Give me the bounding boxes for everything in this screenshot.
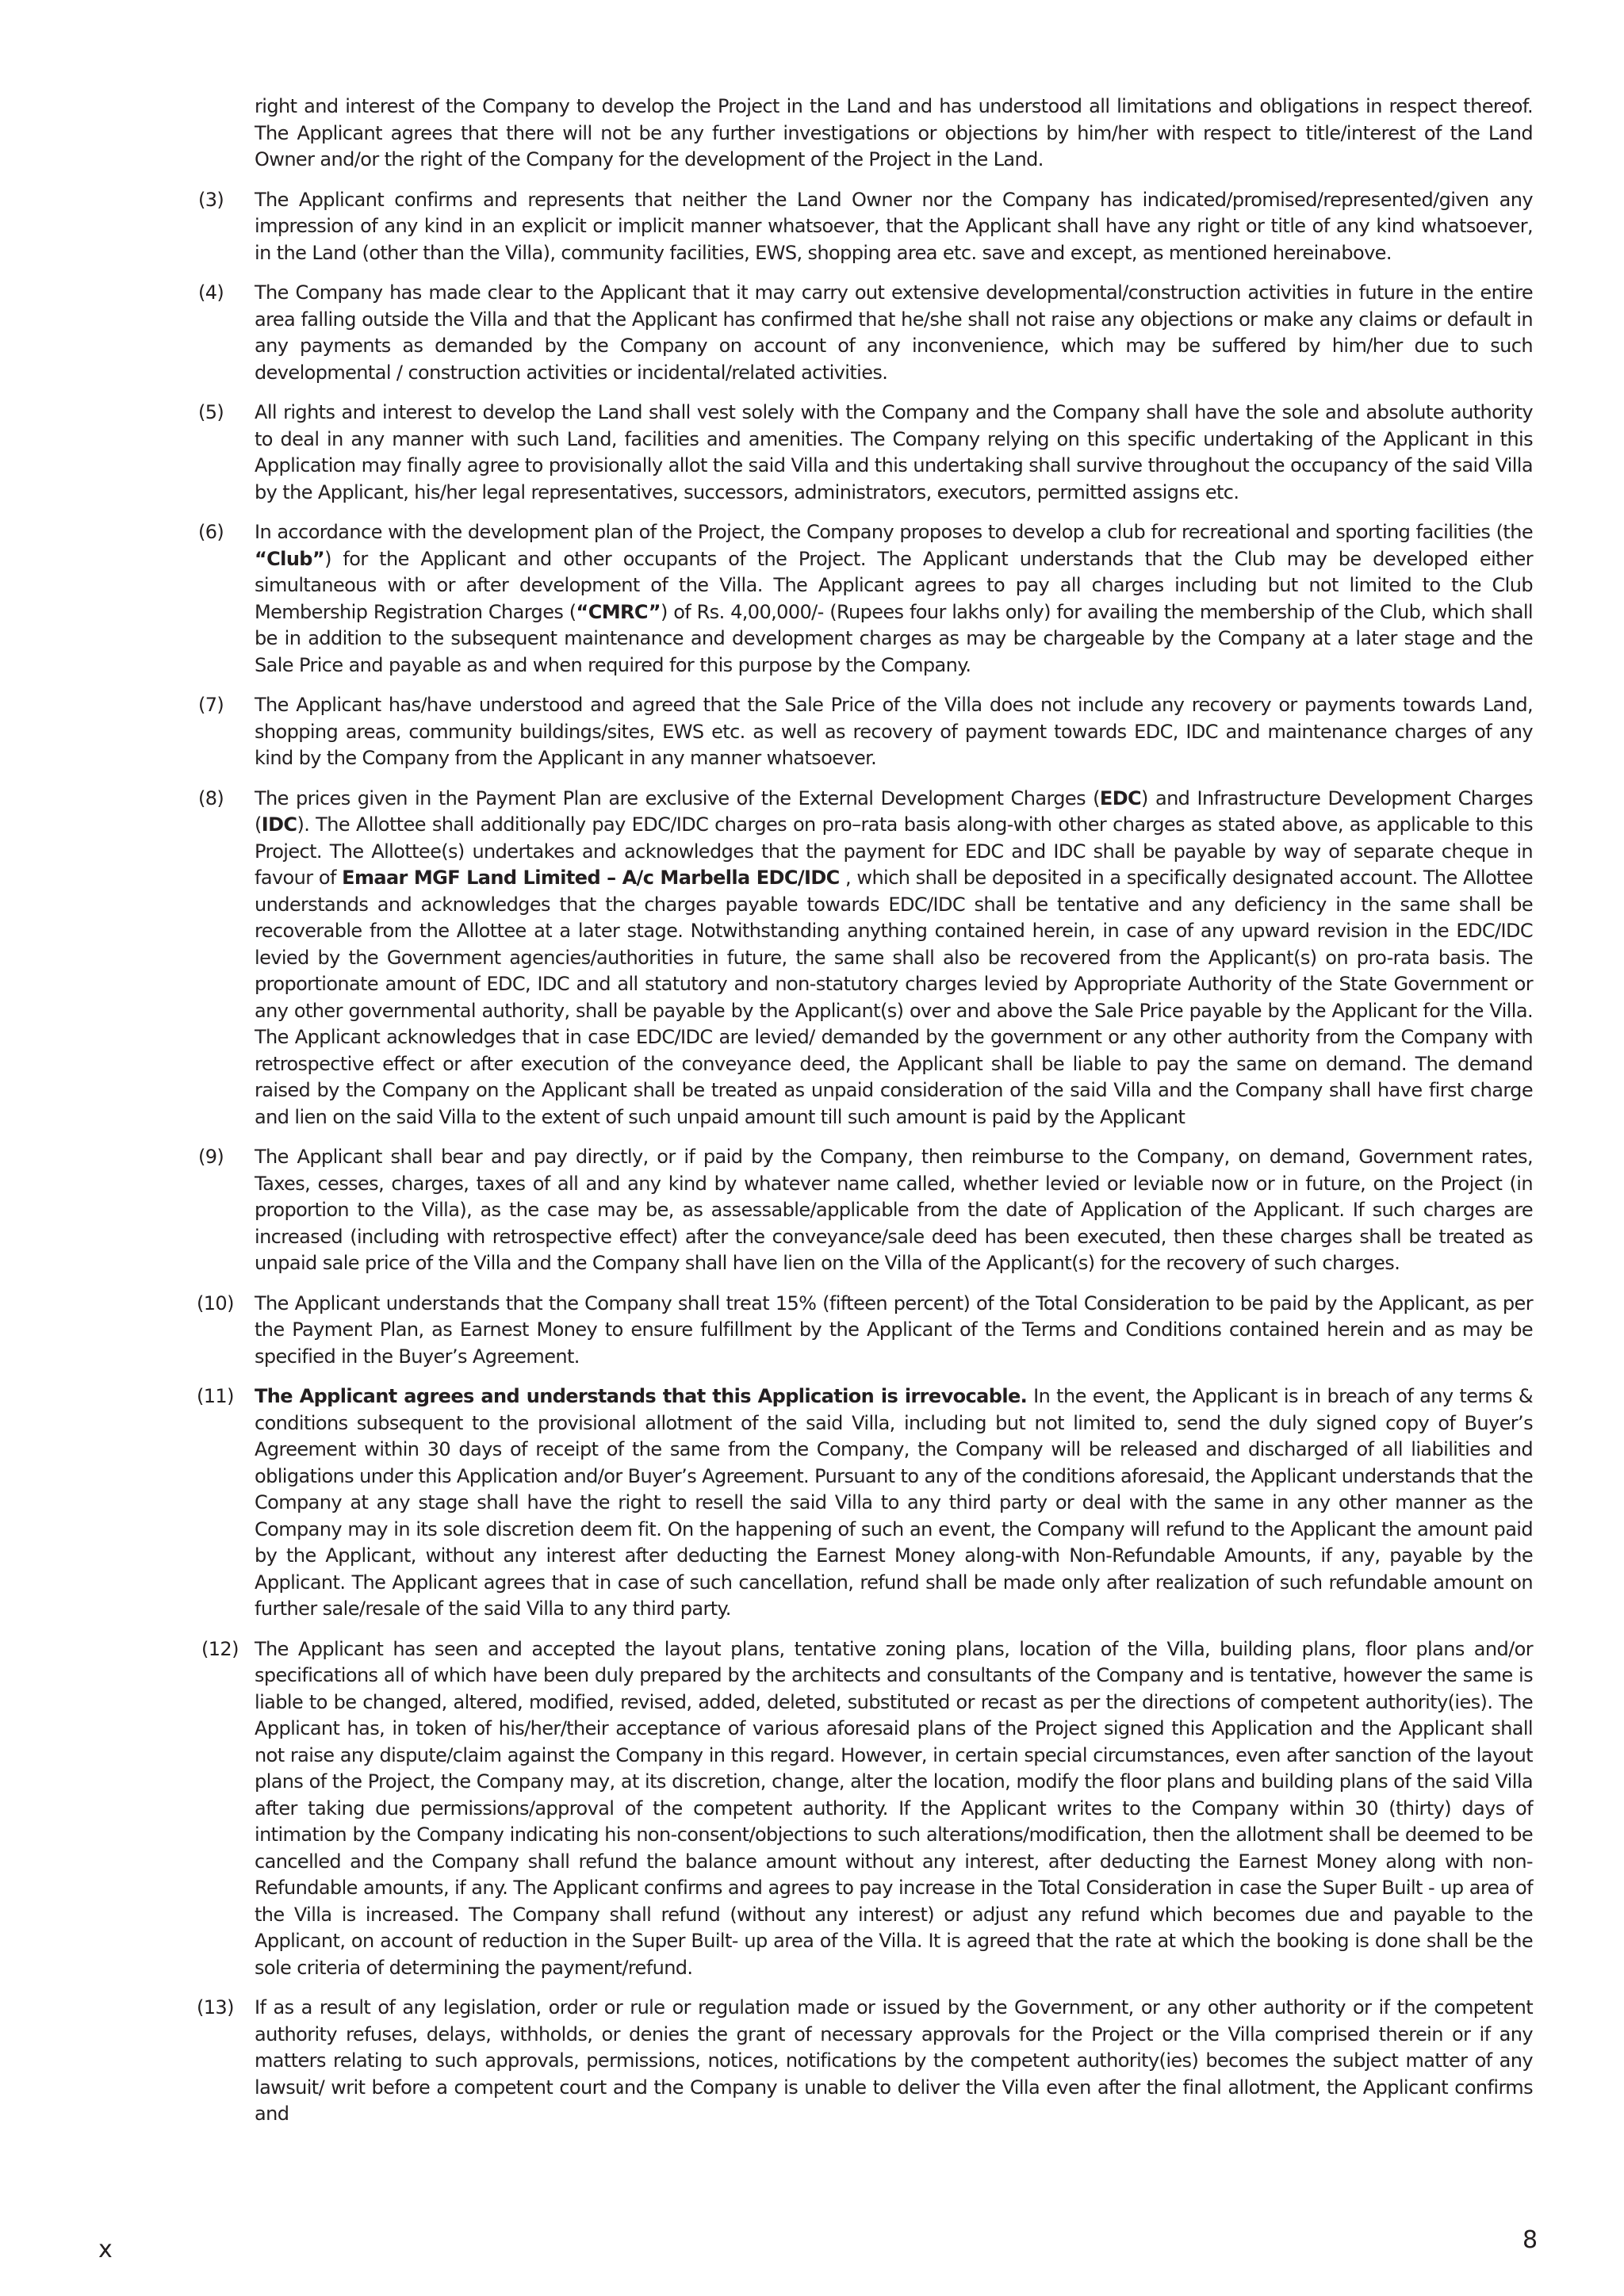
clause-number: (9) (198, 1146, 224, 1168)
payee-name: Emaar MGF Land Limited – A/c Marbella EDC/IDC (342, 867, 840, 889)
clause-text: The Applicant has seen and accepted the layout plans, tentative zoning plans, location of the Villa, building plans, floor plans and/or specifications all of which have been duly prepared by the architects and consultants of the Company and is tentative, however the same is liable to be changed, altered, modified, revised, added, deleted, substituted or recast as per the directions of competent authority(ies). The Applicant has, in token of his/her/their acceptance of various aforesaid plans of the Project signed this Application and the Applicant shall not raise any dispute/claim against the Company in this regard. However, in certain special circumstances, even after sanction of the layout plans of the Project, the Company may, at its discretion, change, alter the location, modify the floor plans and building plans of the said Villa after taking due permissions/approval of the competent authority. If the Applicant writes to the Company within 30 (thirty) days of intimation by the Company indicating his non-consent/objections to such alterations/modification, then the allotment shall be deemed to be cancelled and the Company shall refund the balance amount without any interest, after deducting the Earnest Money along with non-Refundable amounts, if any. The Applicant confirms and agrees to pay increase in the Total Consideration in case the Super Built - up area of the Villa is increased. The Company shall refund (without any interest) or adjust any refund which becomes due and payable to the Applicant, on account of reduction in the Super Built- up area of the Villa. It is agreed that the rate at which the booking is done shall be the sole criteria of determining the payment/refund. (255, 1637, 1533, 1979)
clause-text: The Applicant shall bear and pay directly, or if paid by the Company, then reimburse to the Company, on demand, Government rates, Taxes, cesses, charges, taxes of all and any kind by whatever name called, whether levied or leviable now or in future, on the Project (in proportion to the Villa), as the case may be, as assessable/applicable from the date of Application of the Applicant. If such charges are increased (including with retrospective effect) after the conveyance/sale deed has been executed, then these charges shall be treated as unpaid sale price of the Villa and the Company shall have lien on the Villa of the Applicant(s) for the recovery of such charges. (255, 1146, 1533, 1274)
document-body (0, 94, 1624, 2141)
clause-number: (6) (198, 521, 224, 543)
clause-number: (8) (198, 786, 224, 809)
defined-term-cmrc: “CMRC” (576, 600, 661, 623)
clause-number: (11) (197, 1385, 234, 1407)
clause-text (255, 519, 1533, 679)
clause-text-part: ) for the Applicant and other occupants of the Project. The Applicant understands that the Club may be developed either simultaneous with or after development of the Villa. The Applicant agrees to pay all charges including but not limited to the Club Membership Registration Charges ( (255, 547, 1533, 623)
paragraph-text: right and interest of the Company to develop the Project in the Land and has understood all limitations and obligations in respect thereof. The Applicant agrees that there will not be any further investigations or objections by him/her with respect to title/interest of the Land Owner and/or the right of the Company for the development of the Project in the Land. (255, 95, 1533, 170)
clause-number: (12) (201, 1637, 239, 1660)
clause-number: (3) (198, 188, 224, 211)
defined-term-idc: IDC (261, 813, 297, 836)
defined-term-club: “Club” (255, 547, 325, 570)
page-number: 8 (1522, 2226, 1538, 2254)
footer-mark: x (98, 2236, 113, 2263)
clause-7 (0, 692, 1624, 772)
clause-11 (0, 1383, 1624, 1623)
clause-text: The Applicant confirms and represents that neither the Land Owner nor the Company has indicated/promised/represented/given any impression of any kind in an explicit or implicit manner whatsoever, that the Applicant shall have any right or title of any kind whatsoever, in the Land (other than the Villa), community facilities, EWS, shopping area etc. save and except, as mentioned hereinabove. (255, 188, 1533, 264)
clause-text (255, 786, 1533, 1131)
clause-number: (10) (197, 1292, 234, 1314)
clause-13 (0, 1995, 1624, 2128)
clause-text: All rights and interest to develop the Land shall vest solely with the Company and the Company shall have the sole and absolute authority to deal in any manner with such Land, facilities and amenities. The Company relying on this specific undertaking of the Applicant in this Application may finally agree to provisionally allot the said Villa and this undertaking shall survive throughout the occupancy of the said Villa by the Applicant, his/her legal representatives, successors, administrators, executors, permitted assigns etc. (255, 401, 1533, 503)
clause-3 (0, 187, 1624, 267)
clause-number: (7) (198, 694, 224, 716)
clause-text: The Applicant has/have understood and agreed that the Sale Price of the Villa does not include any recovery or payments towards Land, shopping areas, community buildings/sites, EWS etc. as well as recovery of payment towards EDC, IDC and maintenance charges of any kind by the Company from the Applicant in any manner whatsoever. (255, 694, 1533, 769)
clause-4 (0, 280, 1624, 386)
clause-text-part: , which shall be deposited in a specifically designated account. The Allottee understands and acknowledges that the charges payable towards EDC/IDC shall be tentative and any deficiency in the same shall be recoverable from the Allottee at a later stage. Notwithstanding anything contained herein, in case of any upward revision in the EDC/IDC levied by the Government agencies/authorities in future, the same shall also be recovered from the Applicant(s) on pro-rata basis. The proportionate amount of EDC, IDC and all statutory and non-statutory charges levied by Appropriate Authority of the State Government or any other governmental authority, shall be payable by the Applicant(s) over and above the Sale Price payable by the Applicant for the Villa. The Applicant acknowledges that in case EDC/IDC are levied/ demanded by the government or any other authority from the Company with retrospective effect or after execution of the conveyance deed, the Applicant shall be liable to pay the same on demand. The demand raised by the Company on the Applicant shall be treated as unpaid consideration of the said Villa and the Company shall have first charge and lien on the said Villa to the extent of such unpaid amount till such amount is paid by the Applicant (255, 867, 1533, 1128)
clause-text-part: ) of Rs. 4,00,000/- (Rupees four lakhs only) for availing the membership of the Club, which shall be in addition to the subsequent maintenance and development charges as may be chargeable by the Company at a later stage and the Sale Price and payable as and when required for this purpose by the Company. (255, 600, 1533, 676)
clause-10 (0, 1291, 1624, 1371)
clause-12 (0, 1636, 1624, 1982)
continued-paragraph (0, 94, 1624, 174)
clause-number: (13) (197, 1996, 234, 2019)
clause-8 (0, 786, 1624, 1131)
clause-text-part: In accordance with the development plan of the Project, the Company proposes to develop a club for recreational and sporting facilities (the (255, 521, 1533, 543)
clause-6 (0, 519, 1624, 679)
clause-number: (5) (198, 401, 224, 423)
clause-9 (0, 1144, 1624, 1277)
irrevocable-statement: The Applicant agrees and understands that this Application is irrevocable. (255, 1385, 1028, 1407)
clause-text: The Company has made clear to the Applicant that it may carry out extensive developmental/construction activities in future in the entire area falling outside the Villa and that the Applicant has confirmed that he/she shall not raise any objections or make any claims or default in any payments as demanded by the Company on account of any inconvenience, which may be suffered by him/her due to such developmental / construction activities or incidental/related activities. (255, 281, 1533, 384)
clause-text: The Applicant understands that the Company shall treat 15% (fifteen percent) of the Total Consideration to be paid by the Applicant, as per the Payment Plan, as Earnest Money to ensure fulfillment by the Applicant of the Terms and Conditions contained herein and as may be specified in the Buyer’s Agreement. (255, 1292, 1533, 1368)
clause-text-part: ). The Allottee shall additionally pay EDC/IDC charges on pro–rata basis along-with other charges as stated above, as applicable to this Project. The Allottee(s) undertakes and acknowledges that the payment for EDC and IDC shall be payable by way of separate cheque in favour of (255, 813, 1533, 889)
clause-text-part: The prices given in the Payment Plan are exclusive of the External Development Charges ( (255, 786, 1100, 809)
clause-text-part: ) and Infrastructure Development Charges ( (255, 786, 1533, 836)
defined-term-edc: EDC (1099, 786, 1142, 809)
clause-5 (0, 400, 1624, 506)
clause-text (255, 1383, 1533, 1623)
clause-text-part: In the event, the Applicant is in breach of any terms & conditions subsequent to the provisional allotment of the said Villa, including but not limited to, send the duly signed copy of Buyer’s Agreement within 30 days of receipt of the same from the Company, the Company will be released and discharged of all liabilities and obligations under this Application and/or Buyer’s Agreement. Pursuant to any of the conditions aforesaid, the Applicant understands that the Company at any stage shall have the right to resell the said Villa to any third party or deal with the same in any other manner as the Company may in its sole discretion deem fit. On the happening of such an event, the Company will refund to the Applicant the amount paid by the Applicant, without any interest after deducting the Earnest Money along-with Non-Refundable Amounts, if any, payable by the Applicant. The Applicant agrees that in case of such cancellation, refund shall be made only after realization of such refundable amount on further sale/resale of the said Villa to any third party. (255, 1385, 1533, 1620)
clause-text: If as a result of any legislation, order or rule or regulation made or issued by the Government, or any other authority or if the competent authority refuses, delays, withholds, or denies the grant of necessary approvals for the Project or the Villa comprised therein or if any matters relating to such approvals, permissions, notices, notifications by the competent authority(ies) becomes the subject matter of any lawsuit/ writ before a competent court and the Company is unable to deliver the Villa even after the final allotment, the Applicant confirms and (255, 1996, 1533, 2125)
clause-number: (4) (198, 281, 224, 304)
